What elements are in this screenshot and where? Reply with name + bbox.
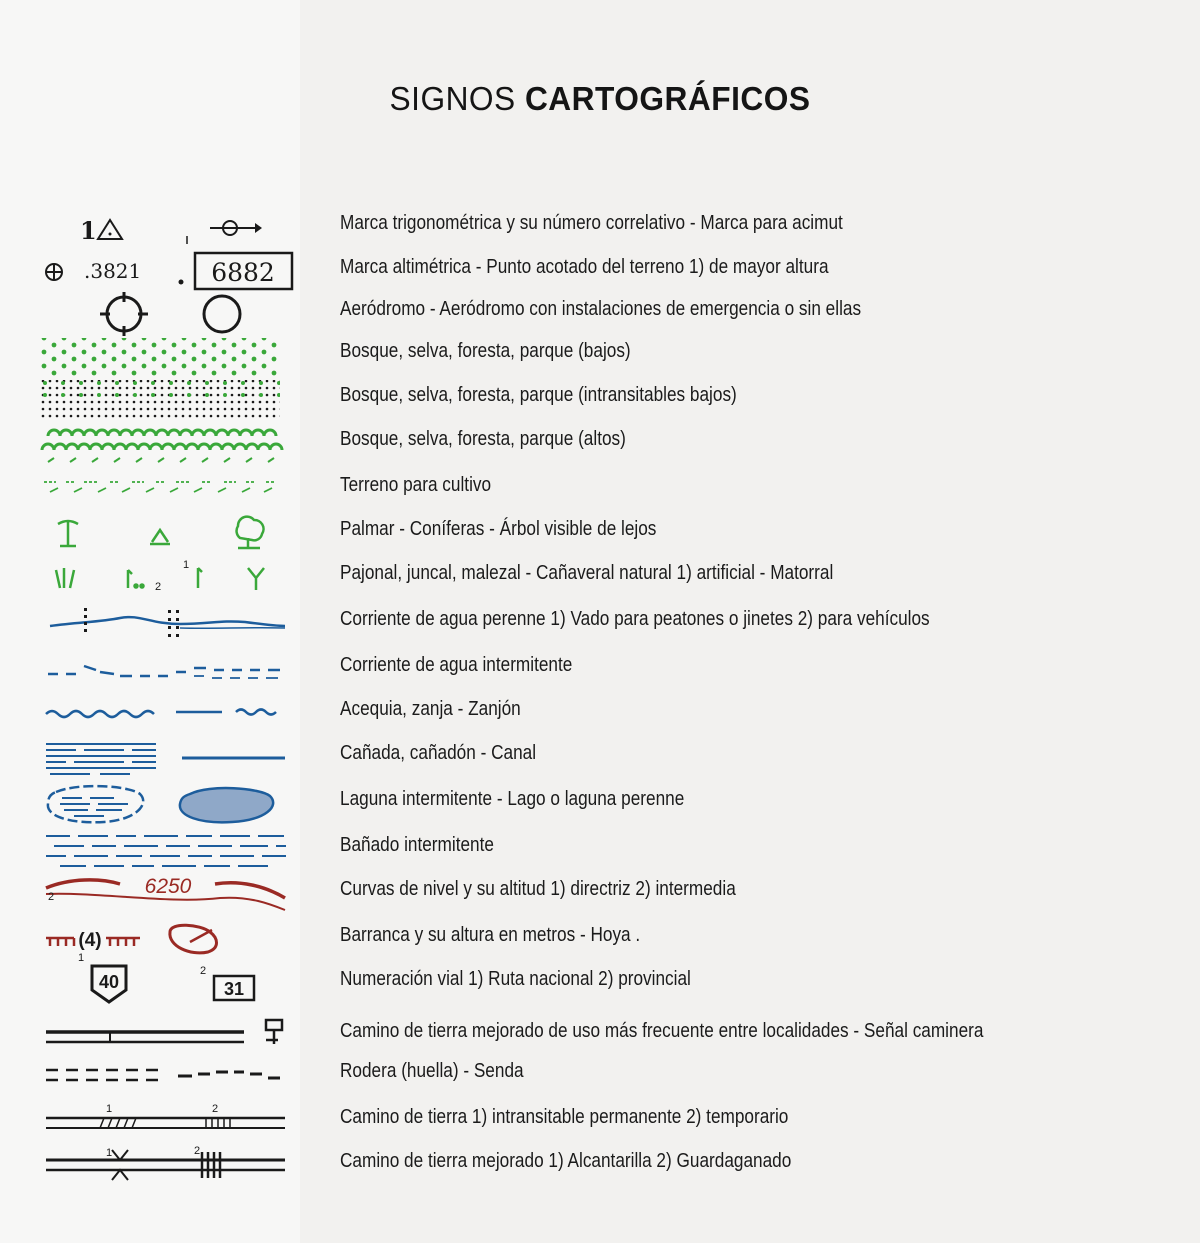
title-bold: CARTOGRÁFICOS xyxy=(524,80,811,117)
ford-pedestrian-icon xyxy=(84,608,87,632)
conifer-icon xyxy=(150,530,170,544)
ref-1-marker: 1 xyxy=(106,1147,113,1159)
trig-azimuth-symbol xyxy=(40,206,295,250)
gully-pattern xyxy=(46,744,156,774)
impassable-hatch xyxy=(100,1118,136,1128)
forest-impassable-symbol xyxy=(40,378,295,422)
legend-label: Camino de tierra mejorado 1) Alcantarilla 2) Guardaganado xyxy=(340,1150,792,1172)
ditch-line xyxy=(46,711,154,717)
legend-row-track xyxy=(0,1054,1200,1098)
legend-row-forest-high xyxy=(0,422,1200,466)
legend-label: Camino de tierra mejorado de uso más frecuente entre localidades - Señal caminera xyxy=(340,1020,984,1042)
legend-label: Cañada, cañadón - Canal xyxy=(340,742,537,764)
legend-label: Bosque, selva, foresta, parque (altos) xyxy=(340,428,626,450)
legend-row-marsh xyxy=(0,828,1200,872)
palm-conifer-tree-symbol xyxy=(40,512,295,556)
route-number-symbol xyxy=(40,962,295,1006)
cane-icon xyxy=(128,570,144,588)
legend-row-perennial-stream xyxy=(0,602,1200,646)
legend-row-aerodrome xyxy=(0,292,1200,336)
green-dots-pattern xyxy=(40,338,280,376)
dirt-road-symbol xyxy=(40,1100,295,1144)
forest-low-symbol xyxy=(40,334,295,378)
ref-2-marker: 2 xyxy=(194,1145,201,1157)
legend-row-palm xyxy=(0,512,1200,556)
legend-row-reeds xyxy=(0,556,1200,600)
altitude-box-value: 6882 xyxy=(211,258,275,287)
marsh-symbol xyxy=(40,828,295,872)
aerodrome-symbol xyxy=(40,292,295,336)
legend-label: Numeración vial 1) Ruta nacional 2) provincial xyxy=(340,968,691,990)
legend-label: Bosque, selva, foresta, parque (bajos) xyxy=(340,340,631,362)
palm-icon xyxy=(58,521,78,546)
cattle-guard-icon xyxy=(202,1152,220,1178)
forest-high-symbol xyxy=(40,422,295,466)
reeds-icon xyxy=(56,568,74,588)
legend-row-trig xyxy=(0,206,1200,250)
perennial-stream-symbol xyxy=(40,602,295,646)
legend-label: Marca altimétrica - Punto acotado del terreno 1) de mayor altura xyxy=(340,256,829,278)
contour-value: 6250 xyxy=(144,875,192,898)
title-light: SIGNOS xyxy=(389,80,516,117)
temporary-hatch xyxy=(206,1118,230,1128)
visible-tree-icon xyxy=(237,517,264,548)
legend-label: Aeródromo - Aeródromo con instalaciones de emergencia o sin ellas xyxy=(340,298,862,320)
legend-label: Barranca y su altura en metros - Hoya . xyxy=(340,924,641,946)
intermittent-stream-symbol xyxy=(40,648,295,692)
legend-row-forest-low xyxy=(0,334,1200,378)
legend-row-intermittent-stream xyxy=(0,648,1200,692)
legend-label: Marca trigonométrica y su número correlativo - Marca para acimut xyxy=(340,212,843,234)
legend-label: Terreno para cultivo xyxy=(340,474,492,496)
national-route-number: 40 xyxy=(98,972,120,992)
lagoon-symbol xyxy=(40,782,295,826)
legend-row-forest-impassable xyxy=(0,378,1200,422)
barranca-hoya-symbol xyxy=(40,918,295,962)
track-path-symbol xyxy=(40,1054,295,1098)
legend-label: Pajonal, juncal, malezal - Cañaveral natural 1) artificial - Matorral xyxy=(340,562,834,584)
legend-row-ditch xyxy=(0,692,1200,736)
legend-label: Acequia, zanja - Zanjón xyxy=(340,698,521,720)
legend-label: Laguna intermitente - Lago o laguna perenne xyxy=(340,788,685,810)
improved-road-symbol xyxy=(40,1014,295,1058)
legend-row-altitude xyxy=(0,250,1200,294)
legend-label: Corriente de agua intermitente xyxy=(340,654,573,676)
legend-label: Curvas de nivel y su altitud 1) directriz 2) intermedia xyxy=(340,878,736,900)
legend-row-barranca xyxy=(0,918,1200,962)
gully-canal-symbol xyxy=(40,736,295,780)
ref-1-marker: 1 xyxy=(183,559,190,571)
contour-symbol xyxy=(40,872,295,916)
legend-label: Bosque, selva, foresta, parque (intransitables bajos) xyxy=(340,384,737,406)
culvert-cattleguard-symbol xyxy=(40,1144,295,1188)
legend-row-contour xyxy=(0,872,1200,916)
altitude-symbol xyxy=(40,250,295,294)
contour-index-line xyxy=(46,880,120,888)
legend-label: Camino de tierra 1) intransitable permanente 2) temporario xyxy=(340,1106,789,1128)
barranca-height: (4) xyxy=(78,930,102,951)
provincial-route-number: 31 xyxy=(223,979,245,999)
path-line xyxy=(178,1072,280,1078)
legend-row-cultivation xyxy=(0,468,1200,512)
tree-canopy-pattern xyxy=(42,430,282,462)
perennial-lake-icon xyxy=(180,788,273,822)
ref-2-marker: 2 xyxy=(155,581,162,593)
intermittent-stream-line xyxy=(48,666,280,678)
culvert-icon xyxy=(112,1150,128,1180)
legend-row-dirt-road xyxy=(0,1100,1200,1144)
scrub-icon xyxy=(248,568,264,590)
legend-row-improved-road xyxy=(0,1014,1200,1058)
marsh-pattern xyxy=(46,836,286,866)
legend-label: Palmar - Coníferas - Árbol visible de lejos xyxy=(340,518,657,540)
cane-artificial-icon xyxy=(198,568,202,588)
legend-label: Bañado intermitente xyxy=(340,834,494,856)
ref-2-marker: 2 xyxy=(200,965,207,977)
aerodrome-emergency-icon xyxy=(107,297,141,331)
trig-number: 1 xyxy=(80,216,97,245)
cultivation-symbol xyxy=(40,468,295,512)
road-sign-icon xyxy=(266,1020,282,1044)
ref-1-marker: 1 xyxy=(78,952,85,962)
triangle-icon xyxy=(98,220,122,239)
ref-2-marker: 2 xyxy=(48,891,55,903)
legend-label: Rodera (huella) - Senda xyxy=(340,1060,524,1082)
legend-row-lagoon xyxy=(0,782,1200,826)
altitude-small-value: .3821 xyxy=(84,259,142,283)
ref-1-marker: 1 xyxy=(106,1103,113,1115)
legend-row-route xyxy=(0,962,1200,1006)
legend-row-gully xyxy=(0,736,1200,780)
aerodrome-icon xyxy=(204,296,240,332)
page-title xyxy=(24,80,1176,118)
ditch-symbol xyxy=(40,692,295,736)
legend-row-culvert xyxy=(0,1144,1200,1188)
ref-2-marker: 2 xyxy=(212,1103,219,1115)
cultivation-pattern xyxy=(44,482,276,492)
track-line xyxy=(46,1070,158,1080)
reeds-symbol xyxy=(40,556,295,600)
legend-label: Corriente de agua perenne 1) Vado para peatones o jinetes 2) para vehículos xyxy=(340,608,930,630)
